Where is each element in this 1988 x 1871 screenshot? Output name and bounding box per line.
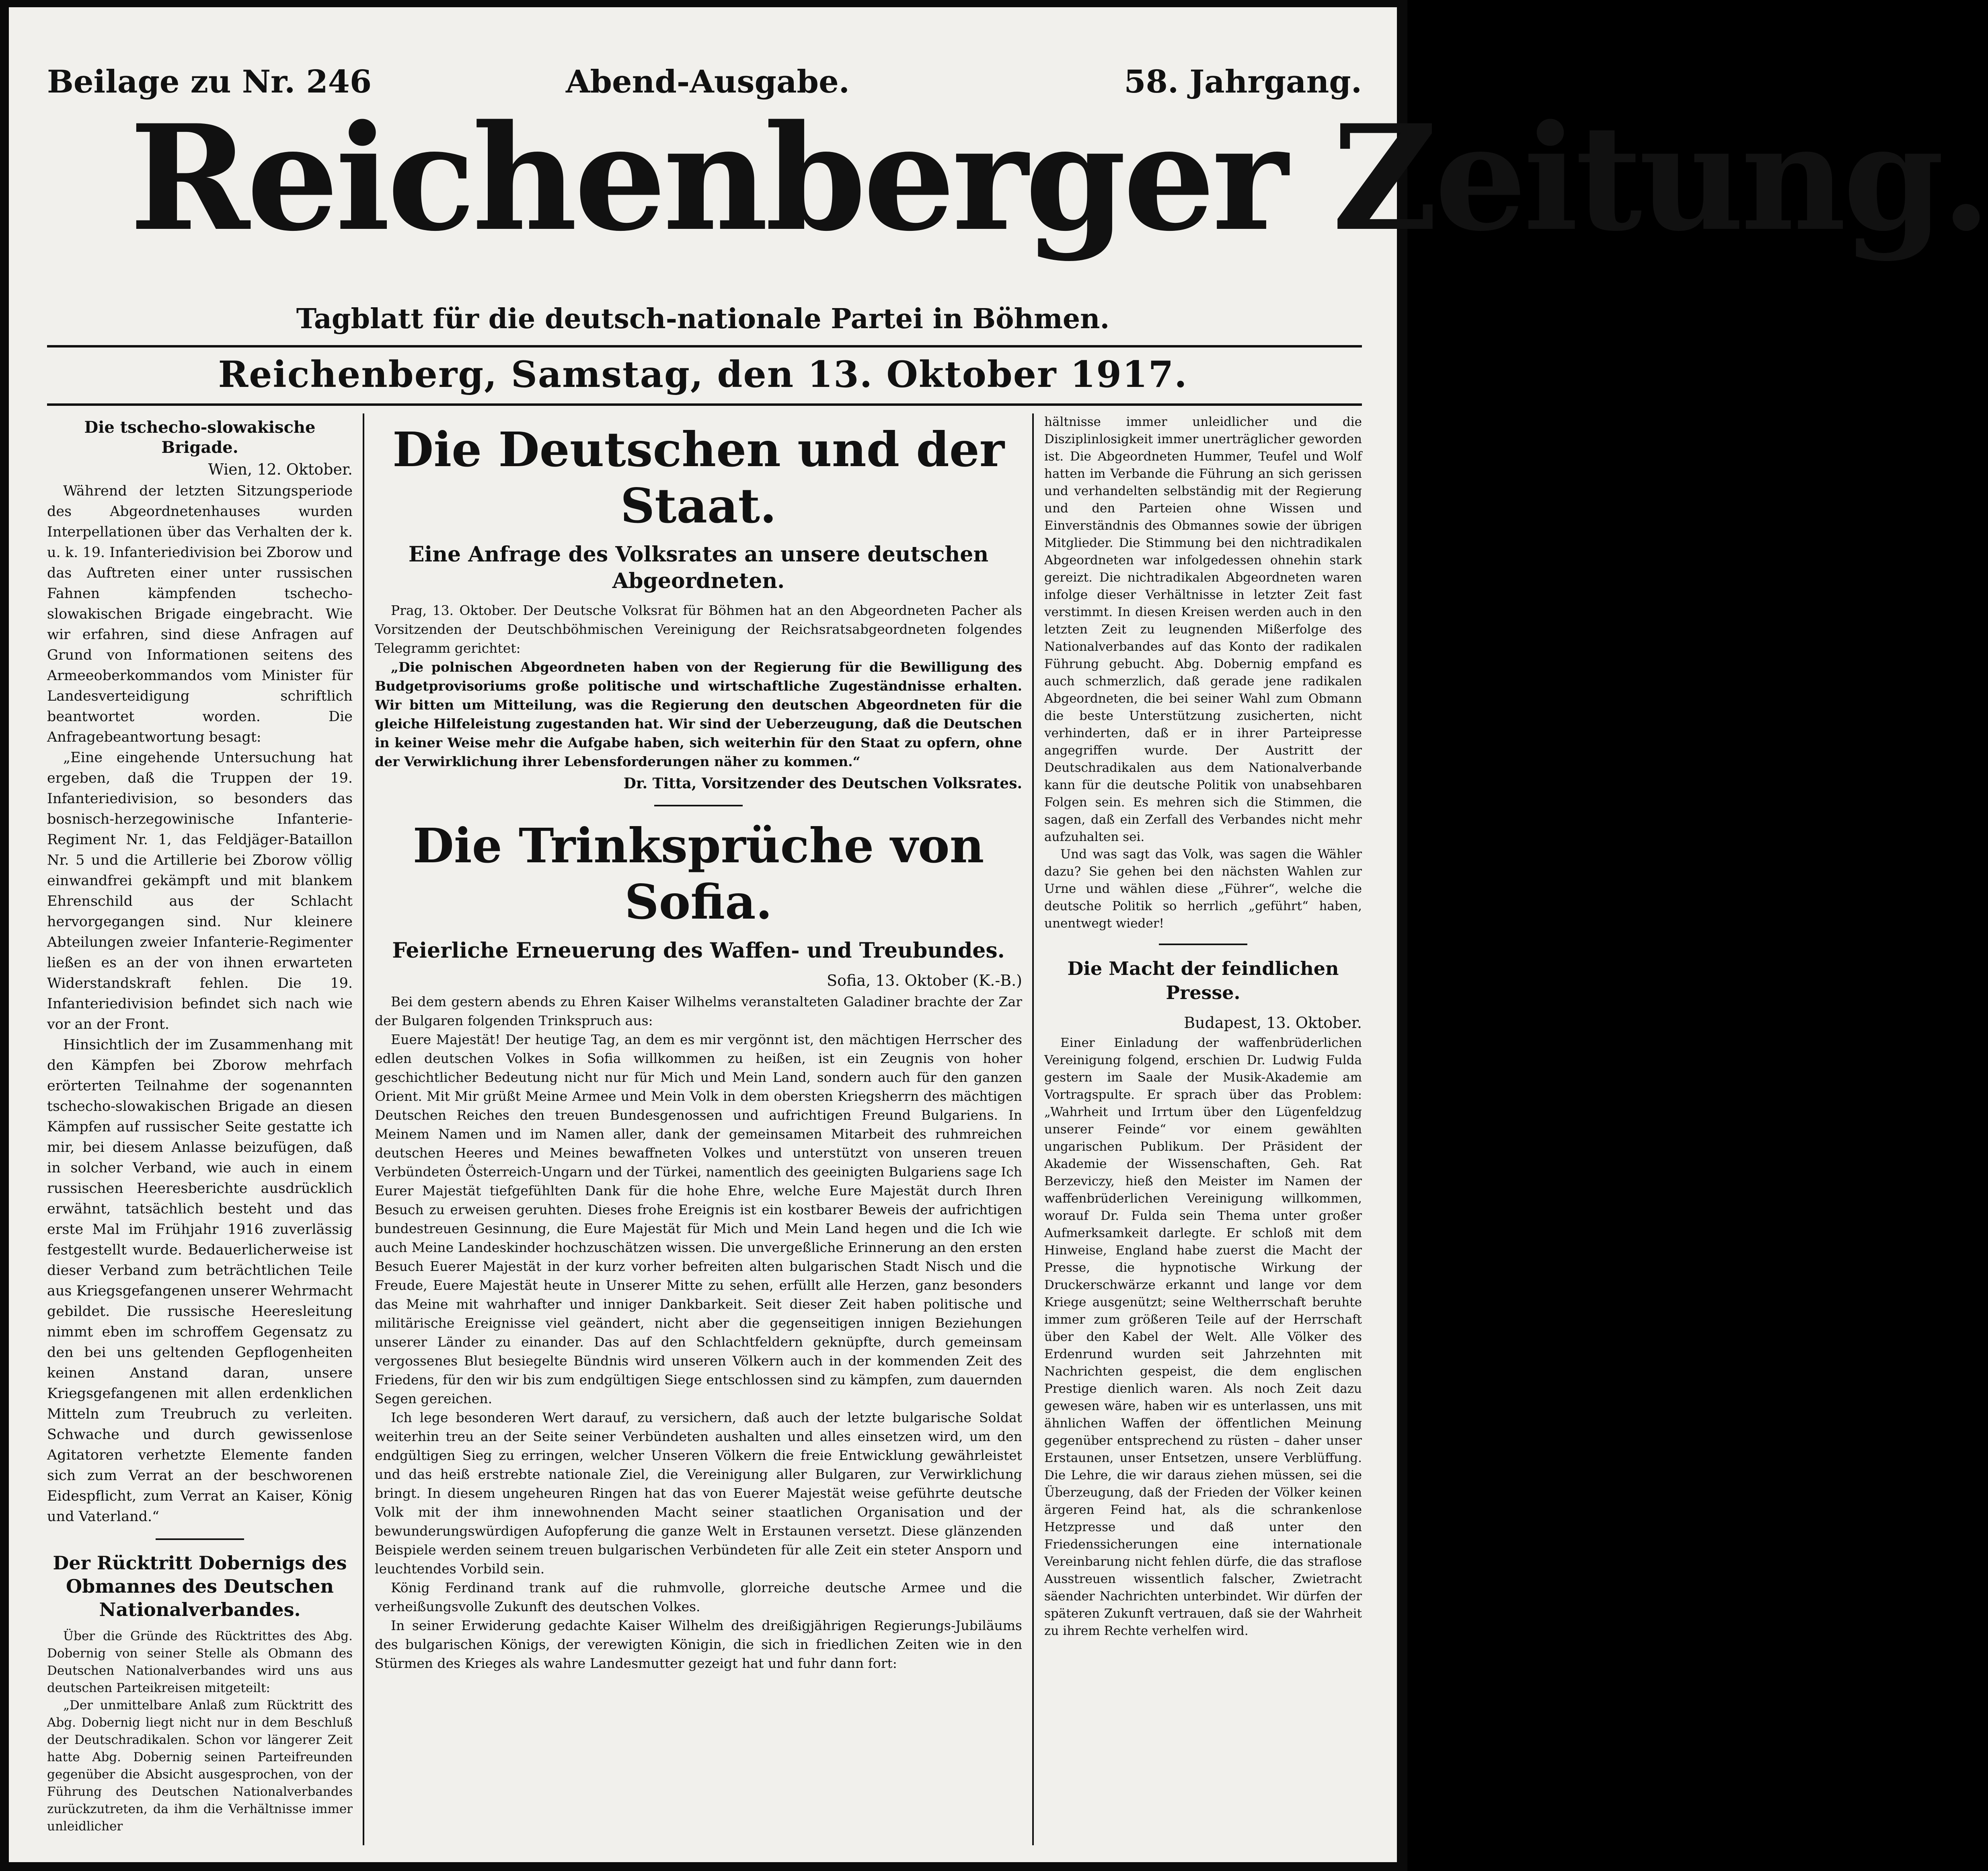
masthead-rule-bottom — [47, 403, 1362, 406]
edition-label: Abend-Ausgabe. — [566, 64, 850, 100]
article-paragraph: Und was sagt das Volk, was sagen die Wähler dazu? Sie gehen bei den nächsten Wahlen zur Urne und wählen diese „Führer“, welche die deutsche Politik so herrlich „geführt“ haben, unentwegt wieder! — [1044, 847, 1362, 931]
article-byline: Wien, 12. Oktober. — [208, 461, 353, 478]
article-paragraph: hältnisse immer unleidlicher und die Disziplinlosigkeit immer unerträglicher geworden ist. Die Abgeordneten Hummer, Teufel und Wolf hatten im Verbande die Führung an sich gerissen und verhandelten selbständig mit der Regierung und den Parteien ohne Wissen und Einverständnis des Obmannes sowie der übrigen Mitglieder. Die Stimmung bei den nichtradikalen Abgeordneten war infolgedessen ohnehin stark gereizt. Die nichtradikalen Abgeordneten waren infolge dieser Verhältnisse in letzter Zeit fast verstimmt. In diesen Kreisen werden auch in den letzten Zeit zu leugnenden Mißerfolge des Nationalverbandes auf das Konto der radikalen Führung gebucht. Abg. Dobernig empfand es auch schmerzlich, daß gerade jene radikalen Abgeordneten, die bei seiner Wahl zum Obmann die beste Unterstützung zusicherten, nicht verhinderten, daß er in ihrer Parteipresse angegriffen wurde. Der Austritt der Deutschradikalen aus dem Nationalverbande kann für die deutsche Politik von unabsehbaren Folgen sein. Es mehren sich die Stimmen, die sagen, daß ein Zerfall des Verbandes nicht mehr aufzuhalten sei. — [1044, 415, 1362, 844]
lead-subheadline: Eine Anfrage des Volksrates an unsere deutschen Abgeordneten. — [408, 542, 989, 593]
newspaper-title: Reichenberger Zeitung. — [129, 93, 1988, 263]
issue-number: Beilage zu Nr. 246 — [47, 64, 372, 100]
article-paragraph: König Ferdinand trank auf die ruhmvolle, glorreiche deutsche Armee und die verheißungsvolle Zukunft des deutschen Volkes. — [375, 1580, 1022, 1614]
article-paragraph: „Die polnischen Abgeordneten haben von der Regierung für die Bewilligung des Budgetprovisoriums große politische und wirtschaftliche Zugeständnisse erhalten. Wir bitten um Mitteilung, was die Regierung den deutschen Abgeordneten für die gleiche Hilfeleistung zugestanden hat. Wir sind der Ueberzeugung, daß die Deutschen in keiner Weise mehr die Aufgabe haben, sich weiterhin für den Staat zu opfern, ohne der Verwirklichung ihrer Lebensforderungen näher zu kommen.“ — [375, 659, 1022, 769]
article-headline: Die tschecho-slowakische Brigade. — [84, 418, 316, 457]
article-byline: Sofia, 13. Oktober (K.-B.) — [827, 972, 1022, 989]
article-separator — [156, 1538, 244, 1540]
article-headline: Der Rücktritt Dobernigs des Obmannes des Deutschen Nationalverbandes. — [53, 1552, 347, 1620]
right-column — [1044, 413, 1362, 1849]
article-paragraph: Bei dem gestern abends zu Ehren Kaiser Wilhelms veranstalteten Galadiner brachte der Zar der Bulgaren folgenden Trinkspruch aus: — [375, 994, 1022, 1028]
center-column — [375, 413, 1022, 1849]
article-paragraph: In seiner Erwiderung gedachte Kaiser Wilhelm des dreißigjährigen Regierungs-Jubiläums des bulgarischen Königs, der verewigten Königin, die sich in friedlichen Zeiten wie in den Stürmen des Krieges als wahre Landesmutter gezeigt hat und fuhr dann fort: — [375, 1618, 1022, 1671]
article-paragraph: „Der unmittelbare Anlaß zum Rücktritt des Abg. Dobernig liegt nicht nur in dem Beschluß der Deutschradikalen. Schon vor längerer Zeit hatte Abg. Dobernig seinen Parteifreunden gegenüber die Absicht ausgesprochen, von der Führung des Deutschen Nationalverbandes zurückzutreten, da ihm die Verhältnisse immer unleidlicher — [47, 1698, 353, 1834]
column-divider-left — [363, 413, 364, 1845]
newspaper-subtitle: Tagblatt für die deutsch-nationale Partei in Böhmen. — [296, 303, 1110, 335]
article-paragraph: Ich lege besonderen Wert darauf, zu versichern, daß auch der letzte bulgarische Soldat weiterhin treu an der Seite seiner Verbündeten aushalten und alles einsetzen wird, um den endgültigen Sieg zu erringen, welcher Unseren Völkern die freie Entwicklung gewährleistet und das heiß erstrebte nationale Ziel, die Vereinigung aller Bulgaren, zur Verwirklichung bringt. In diesem ungeheuren Ringen hat das von Euerer Majestät weise geführte deutsche Volk mit der ihm innewohnenden Macht seiner staatlichen Organisation und der bewunderungswürdigen Aufopferung die ganze Welt in Erstaunen versetzt. Diese glänzenden Beispiele werden seinem treuen bulgarischen Verbündeten für alle Zeit ein steter Ansporn und leuchtendes Vorbild sein. — [375, 1410, 1022, 1577]
dateline: Reichenberg, Samstag, den 13. Oktober 1917. — [218, 353, 1188, 396]
article-headline: Die Macht der feindlichen Presse. — [1067, 958, 1339, 1003]
lead-headline: Die Trinksprüche von Sofia. — [413, 818, 984, 930]
article-signature: Dr. Titta, Vorsitzender des Deutschen Volksrates. — [623, 775, 1022, 792]
masthead-rule-top — [47, 345, 1362, 347]
lead-headline: Die Deutschen und der Staat. — [392, 421, 1004, 534]
article-paragraph: Einer Einladung der waffenbrüderlichen Vereinigung folgend, erschien Dr. Ludwig Fulda gestern im Saale der Musik-Akademie am Vortragspulte. Er sprach über das Problem: „Wahrheit und Irrtum über den Lügenfeldzug unserer Feinde“ vor einem gewählten ungarischen Publikum. Der Präsident der Akademie der Wissenschaften, Geh. Rat Berzeviczy, hieß den Meister im Namen der waffenbrüderlichen Vereinigung willkommen, worauf Dr. Fulda sein Thema unter großer Aufmerksamkeit darlegte. Er schloß mit dem Hinweise, England habe zuerst die Macht der Presse, die hypnotische Wirkung der Druckerschwärze erkannt und lange vor dem Kriege ausgenützt; seine Weltherrschaft beruhte immer zum größeren Teile auf der Herrschaft über den Kabel der Welt. Alle Völker des Erdenrund wurden seit Jahrzehnten mit Nachrichten gespeist, die dem englischen Prestige dienlich waren. Als noch Zeit dazu gewesen wäre, haben wir es unterlassen, uns mit ähnlichen Waffen der öffentlichen Meinung gegenüber entsprechend zu rüsten – daher unser Erstaunen, unser Entsetzen, unsere Verblüffung. Die Lehre, die wir daraus ziehen müssen, sei die Überzeugung, daß der Frieden der Völker keinen ärgeren Feind hat, als die schrankenlose Hetzpresse und daß unter den Friedenssicherungen eine internationale Vereinbarung nicht fehlen dürfe, die das straflose Ausstreuen wissentlich falscher, Zwietracht säender Nachrichten unterbindet. Wir dürfen der späteren Zukunft vertrauen, daß sie der Wahrheit zu ihrem Rechte verhelfen wird. — [1044, 1036, 1362, 1638]
newspaper-page — [9, 7, 1988, 1862]
lead-subheadline: Feierliche Erneuerung des Waffen- und Treubundes. — [392, 938, 1005, 963]
article-paragraph: Hinsichtlich der im Zusammenhang mit den Kämpfen bei Zborow mehrfach erörterten Teilnahme der sogenannten tschecho-slowakischen Brigade an diesen Kämpfen auf russischer Seite gestatte ich mir, bei diesem Anlasse beizufügen, daß in solcher Verband, wie auch in einem russischen Heeresberichte ausdrücklich erwähnt, tatsächlich besteht und das erste Mal im Frühjahr 1916 zuverlässig festgestellt wurde. Bedauerlicherweise ist dieser Verband zum beträchtlichen Teile aus Kriegsgefangenen unserer Wehrmacht gebildet. Die russische Heeresleitung nimmt eben im schroffem Gegensatz zu den bei uns geltenden Gepflogenheiten keinen Anstand daran, unsere Kriegsgefangenen mit allen erdenklichen Mitteln zum Treubruch zu verleiten. Schwache und durch gewissenlose Agitatoren verhetzte Elemente fanden sich zum Verrat an der beschworenen Eidespflicht, zum Verrat an Kaiser, König und Vaterland.“ — [47, 1037, 353, 1525]
article-byline: Budapest, 13. Oktober. — [1184, 1014, 1362, 1032]
article-separator — [654, 805, 743, 806]
article-separator — [1159, 944, 1247, 945]
article-paragraph: Euere Majestät! Der heutige Tag, an dem es mir vergönnt ist, den mächtigen Herrscher des edlen deutschen Volkes in Sofia willkommen zu heißen, ist ein Zeugnis von hoher geschichtlicher Bedeutung nicht nur für Mich und Mein Land, sondern auch für den ganzen Orient. Mit Mir grüßt Meine Armee und Mein Volk in dem obersten Kriegsherrn des mächtigen Deutschen Reiches den treuen Bundesgenossen und aufrichtigen Freund Bulgariens. In Meinem Namen und im Namen aller, dank der gemeinsamen Mitarbeit des ruhmreichen deutschen Heeres und Meines bewaffneten Volkes und unterstützt von unseren treuen Verbündeten Österreich-Ungarn und der Türkei, namentlich des geeinigten Bulgariens sage Ich Eurer Majestät tiefgefühlten Dank für die hohe Ehre, welche Eure Majestät durch Ihren Besuch zu erweisen geruhten. Dieses frohe Ereignis ist ein kostbarer Beweis der aufrichtigen bundestreuen Gesinnung, die Eure Majestät für Mich und Mein Land hegen und die Ich wie auch Meine Landeskinder hochzuschätzen wissen. Die unvergeßliche Erinnerung an den ersten Besuch Euerer Majestät in der kurz vorher befreiten alten bulgarischen Stadt Nisch und die Freude, Euere Majestät heute in Unserer Mitte zu sehen, erfüllt alle Herzen, ganz besonders das Meine mit wahrhafter und inniger Dankbarkeit. Seit dieser Zeit haben politische und militärische Ereignisse viel geändert, nicht aber die gegenseitigen innigen Beziehungen unserer Länder zu einander. Das auf den Schlachtfeldern geknüpfte, durch gemeinsam vergossenes Blut besiegelte Bündnis wird unseren Völkern auch in der kommenden Zeit des Friedens, für den wir bis zum endgültigen Siege entschlossen sind zu kämpfen, zum dauernden Segen gereichen. — [375, 1032, 1022, 1406]
left-column — [47, 417, 353, 1849]
article-paragraph: Prag, 13. Oktober. Der Deutsche Volksrat für Böhmen hat an den Abgeordneten Pacher als Vorsitzenden der Deutschböhmischen Vereinigung der Reichsratsabgeordneten folgendes Telegramm gerichtet: — [375, 602, 1022, 656]
article-paragraph: Während der letzten Sitzungsperiode des Abgeordnetenhauses wurden Interpellationen über das Verhalten der k. u. k. 19. Infanteriedivision bei Zborow und das Auftreten einer unter russischen Fahnen kämpfenden tschecho-slowakischen Brigade eingebracht. Wie wir erfahren, sind diese Anfragen auf Grund von Informationen seitens des Armeeoberkommandos vom Minister für Landesverteidigung schriftlich beantwortet worden. Die Anfragebeantwortung besagt: — [47, 483, 353, 745]
article-paragraph: Über die Gründe des Rücktrittes des Abg. Dobernig von seiner Stelle als Obmann des Deutschen Nationalverbandes wird uns aus deutschen Parteikreisen mitgeteilt: — [47, 1629, 353, 1695]
article-paragraph: „Eine eingehende Untersuchung hat ergeben, daß die Truppen der 19. Infanteriedivision, so besonders das bosnisch-herzegowinische Infanterie-Regiment Nr. 1, das Feldjäger-Bataillon Nr. 5 und die Artillerie bei Zborow völlig einwandfrei gekämpft und mit blankem Ehrenschild aus der Schlacht hervorgegangen sind. Nur kleinere Abteilungen zweier Infanterie-Regimenter ließen es an der von ihnen erwarteten Widerstandskraft fehlen. Die 19. Infanteriedivision befindet sich nach wie vor an der Front. — [47, 750, 353, 1032]
volume-label: 58. Jahrgang. — [1124, 64, 1362, 100]
column-divider-right — [1032, 413, 1034, 1845]
